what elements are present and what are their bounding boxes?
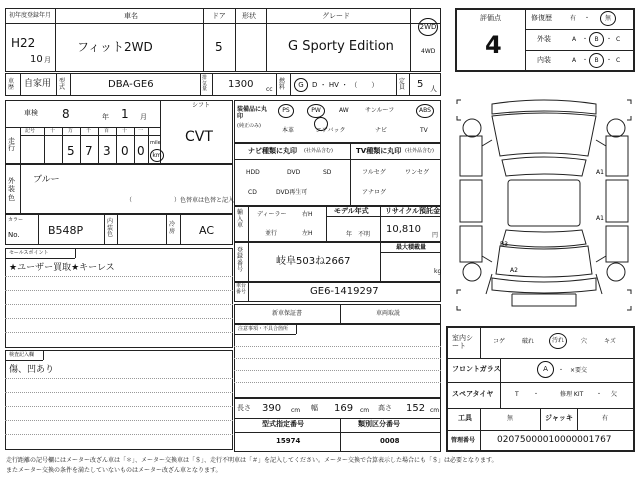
interior-a: A: [572, 57, 577, 64]
airbag-option: エアバック: [316, 127, 346, 134]
management-value: 02075000010000001767: [497, 435, 612, 445]
color-no-label: No.: [8, 231, 20, 239]
class-no-label: 類別区分番号: [358, 420, 400, 428]
max-load-kg: kg: [434, 268, 442, 275]
height-unit: cm: [430, 407, 440, 414]
damage-mark: A1: [596, 169, 604, 176]
recycle-label: リサイクル預託金: [385, 207, 441, 215]
seat-stain-circle: 汚れ: [549, 333, 567, 349]
spare-tire-t: T: [515, 391, 519, 398]
length-unit: cm: [291, 407, 301, 414]
fuel-label: 燃料: [279, 78, 286, 91]
interior-label: 内装: [537, 56, 551, 64]
tv-analog: アナログ: [362, 189, 387, 196]
damage-mark: B3: [500, 241, 508, 248]
doors-value: 5: [215, 40, 223, 54]
digit-unit-label: 百: [104, 128, 110, 134]
model-year-value: 年 不明: [346, 231, 371, 238]
usage-value: 自家用: [24, 79, 52, 89]
model-value: DBA-GE6: [108, 79, 154, 90]
tools-value: 無: [507, 415, 514, 422]
displacement-value: 1300: [228, 79, 254, 90]
sales-point-text: ★ユーザー買取★キーレス: [9, 263, 115, 273]
fuel-options: D ・ HV ・ （ ）: [312, 81, 379, 89]
mileage-digit: 7: [85, 144, 93, 158]
width-label: 幅: [311, 404, 318, 412]
vin-label: 車台番号: [236, 283, 247, 295]
damage-mark: A1: [596, 215, 604, 222]
digit-unit-label: 十: [122, 128, 128, 134]
capacity-unit: 人: [430, 85, 437, 93]
tv-type-sub: (社外品含む): [405, 148, 434, 154]
exterior-b-circle: B: [589, 32, 604, 47]
color-change-note: （ ）色替車は色替と記入: [126, 197, 235, 204]
recycle-yen: 円: [432, 232, 439, 239]
equipment-label: 装備品に丸印: [237, 106, 268, 121]
exterior-label: 外装: [537, 35, 551, 43]
tools-label: 工具: [458, 414, 472, 422]
seat-hole: 穴: [581, 338, 588, 345]
footer-note-1: 走行距離の記号欄にはメーター改ざん車は「＊」、メーター交換車は「＄」、走行不明車は「＃」を記入してください。メーター交換で合算表示した場合にも「＄」は必要となります。: [6, 457, 498, 464]
registration-label: 登録番号: [237, 247, 244, 273]
mileage-unit-km-circle: km: [150, 149, 164, 162]
drive-4wd: 4WD: [421, 48, 436, 55]
grade-value: G Sporty Edition: [288, 39, 394, 54]
shift-label: シフト: [192, 102, 211, 109]
tv-oneseg: ワンセグ: [405, 169, 430, 176]
tv-fullseg: フルセグ: [362, 169, 386, 176]
management-label: 管理番号: [451, 437, 476, 444]
footer-note-2: またメーター交換の条件を満たしていないものはメーター改ざん車となります。: [6, 467, 222, 474]
inspection-month: 1: [121, 107, 129, 121]
navi-type-label: ナビ種類に丸印: [248, 147, 297, 155]
notes-label: 注意事項・不具合箇所: [238, 326, 289, 332]
spare-tire-kit: 修理 KIT: [560, 391, 584, 398]
digit-unit-label: 一: [138, 128, 144, 134]
interior-dot: ・: [582, 57, 589, 64]
first-reg-era: H22: [11, 36, 36, 50]
width-value: 169: [334, 403, 354, 414]
windshield-label: フロントガラス: [452, 365, 501, 373]
ac-label: 冷房: [169, 221, 176, 235]
ac-value: AC: [199, 224, 215, 237]
navi-dvd: DVD: [287, 169, 301, 176]
type-no-value: 15974: [276, 437, 301, 445]
new-car-warranty: 新車保証書: [272, 310, 303, 317]
fuel-gasoline-circle: G: [294, 78, 308, 92]
vehicle-manual: 車両取説: [376, 310, 401, 317]
aw-option: AW: [339, 107, 349, 114]
interior-color-label: 内装色: [107, 218, 114, 239]
leather-option: 本革: [282, 127, 295, 134]
equipment-sub-label: (純正のみ): [237, 123, 261, 129]
doors-label: ドア: [212, 12, 226, 20]
inspection-year: 8: [62, 107, 70, 121]
spare-tire-dot: ・: [596, 391, 603, 398]
exterior-dot: ・: [606, 36, 613, 43]
inspection-label: 車検: [24, 109, 38, 117]
import-right-hand: 右H: [302, 211, 313, 218]
seat-label: 室内シート: [452, 334, 473, 351]
usage-label: 車歴: [8, 78, 15, 91]
import-left-hand: 左H: [302, 230, 313, 237]
capacity-value: 5: [417, 79, 424, 90]
model-year-label: モデル年式: [334, 207, 369, 215]
documents-box: [234, 304, 441, 324]
color-box: [5, 164, 233, 214]
interior-b-circle: B: [589, 53, 604, 68]
shift-value: CVT: [185, 129, 213, 145]
repair-label: 修復歴: [531, 14, 552, 22]
model-label: 型式: [59, 78, 66, 91]
jack-label: ジャッキ: [545, 414, 573, 422]
score-label: 評価点: [480, 14, 501, 22]
shape-label: 形状: [242, 12, 256, 20]
color-no-label-top: カラー: [8, 217, 24, 223]
mileage-sign-label: 記号: [25, 128, 36, 134]
notes-box: [234, 324, 441, 398]
tv-type-label: TV種類に丸印: [356, 147, 402, 155]
mileage-digit: 5: [67, 144, 75, 158]
spare-tire-missing: 欠: [611, 391, 618, 398]
navi-sd: SD: [323, 169, 332, 176]
digit-unit-label: 万: [68, 128, 74, 134]
interior-dot: ・: [606, 57, 613, 64]
first-reg-month-unit: 月: [44, 56, 51, 64]
registration-value: 岐阜503ね2667: [276, 256, 351, 267]
length-value: 390: [262, 403, 282, 414]
spare-tire-dot: ・: [533, 391, 540, 398]
navi-dvd-playback: DVD再生可: [276, 189, 308, 196]
color-no-value: B548P: [48, 224, 84, 237]
ps-circle: PS: [278, 104, 294, 118]
damage-mark: A2: [510, 267, 518, 274]
abs-circle: ABS: [416, 104, 434, 118]
spare-tire-label: スペアタイヤ: [452, 390, 494, 398]
max-load-label: 最大積載量: [396, 244, 427, 251]
navi-hdd: HDD: [246, 169, 260, 176]
repair-dot: ・: [584, 15, 591, 22]
recycle-value: 10,810: [386, 224, 421, 235]
tv-option: TV: [420, 127, 428, 134]
exterior-dot: ・: [582, 36, 589, 43]
displacement-label: 排気量: [202, 75, 208, 92]
navi-option: ナビ: [375, 127, 388, 134]
interior-c: C: [616, 57, 621, 64]
mileage-label: 走行: [8, 137, 15, 152]
color-value: ブルー: [33, 175, 60, 185]
grade-label: グレード: [322, 12, 350, 20]
height-value: 152: [406, 403, 426, 414]
capacity-label: 定員: [399, 78, 406, 91]
seat-scratch: キズ: [604, 338, 616, 345]
navi-cd: CD: [248, 189, 257, 196]
seat-tear: 破れ: [522, 338, 535, 345]
inspector-label: 検査記入欄: [9, 352, 35, 358]
vehicle-damage-diagram: [452, 96, 636, 322]
digit-unit-label: 十: [50, 128, 56, 134]
airbag-circle: [314, 117, 328, 131]
drive-2wd-circle: 2WD: [418, 18, 438, 36]
windshield-a-circle: A: [537, 361, 554, 378]
pw-circle: PW: [307, 104, 325, 118]
exterior-a: A: [572, 36, 577, 43]
cc-unit: cc: [266, 86, 273, 93]
first-reg-label: 初年度登録年月: [9, 12, 52, 19]
mileage-unit-mile: mile: [150, 140, 161, 146]
inspection-year-unit: 年: [102, 113, 109, 121]
first-reg-month: 10: [30, 54, 43, 65]
class-no-value: 0008: [380, 437, 400, 445]
seat-burn: コゲ: [493, 338, 506, 345]
car-name: フィット2WD: [77, 40, 153, 54]
type-no-label: 型式指定番号: [262, 420, 304, 428]
mileage-digit: 0: [121, 144, 129, 158]
width-unit: cm: [360, 407, 370, 414]
color-label: 外装色: [8, 177, 15, 202]
car-name-label: 車名: [124, 12, 138, 20]
import-dealer: ディーラー: [257, 211, 287, 218]
repair-none-circle: 無: [600, 11, 616, 26]
score-value: 4: [485, 31, 502, 59]
jack-value: 有: [602, 415, 609, 422]
vin-value: GE6-1419297: [310, 286, 379, 297]
import-label: 輸入車: [237, 209, 244, 230]
exterior-c: C: [616, 36, 621, 43]
height-label: 高さ: [378, 404, 392, 412]
repair-yes: 有: [570, 15, 577, 22]
navi-type-sub: (社外品含む): [304, 148, 333, 154]
import-parallel: 並行: [265, 230, 278, 237]
sales-point-label: セールスポイント: [9, 250, 49, 256]
mileage-digit: 3: [103, 144, 111, 158]
inspector-text: 傷、凹あり: [9, 365, 55, 375]
inspection-month-unit: 月: [140, 113, 147, 121]
digit-unit-label: 千: [86, 128, 92, 134]
mileage-digit: 0: [137, 144, 145, 158]
length-label: 長さ: [237, 404, 251, 412]
sunroof-option: サンルーフ: [365, 107, 395, 114]
windshield-rest: ・ ×要交: [558, 367, 588, 374]
